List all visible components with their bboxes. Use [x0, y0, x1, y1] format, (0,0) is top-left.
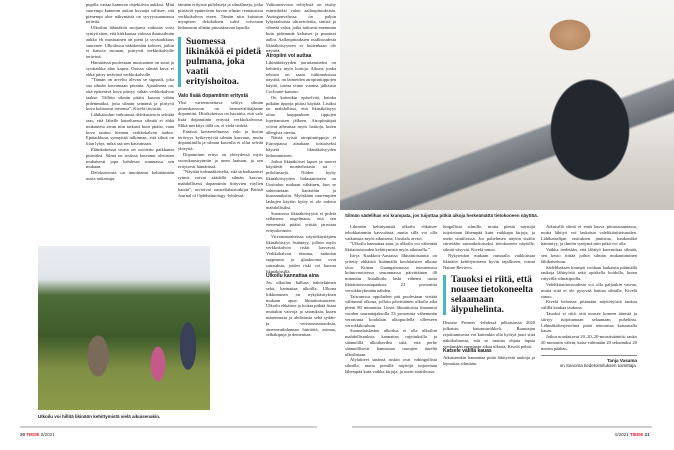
paragraph: Älylaitteet sinänsä tuskin ovat vahingollisia silmille, mutta pienillä näyttöjä tuijotetaan lähempää kuin vaikka kirjoja, ja usein sisätiloissa. — [345, 357, 437, 374]
paragraph: Likinäköisyyden jarruttamiseksi on kehitetty myös hoitoja. Aiksea, jonka tehosta on saatu tutkimuksissa näyttöä, on laimeiden atropiinitippojen käyttö, toteaa viime vuonna julkaistu Cochrane-katsaus. — [266, 59, 336, 94]
paragraph: Likinäön kehittymistä ulkoilu ehkäisee tehokkaimmin kasvuiässä, mutta sillä voi olla vaikutusta myös aikuisena, Uusitalo arvioi. — [345, 224, 437, 241]
photo-caption: Silmän sädelihas voi krampata, jos tuijottaa pitkiä aikoja herkeämättä tietokoneen näyttöä. — [345, 213, 539, 218]
page-folio — [20, 432, 55, 437]
paragraph: Suomalaislasten ulkoilua ei olla ulkoilun mahdollisuuksia kannattaa rajoituksilla ja säännöillä ulkoiltaviksi siitä, että perhe säännöllisesti kannustaa ruutujen ääreltä ulkoilmaan. — [345, 328, 437, 357]
paragraph: ”Tämän on arveltu olevan se signaali, joka saa silmän kasvamaan pituutta. Ajatuksena on, että epäterävä kuva piirtyy vähän verkkokalvon taakse. Tällöin silmän pitäisi kasvaa vähän pidemmäksi, jotta silmän seinämä ja piirtyvä kuva kohtaavat toisensa”, Kivelä tiivistää. — [86, 77, 174, 112]
pull-quote-text: Tauoksi ei riitä, että nousee tietokoneelta selaamaan älypuhelinta. — [451, 275, 534, 316]
footer-rule — [20, 426, 317, 428]
footer-rule — [352, 426, 652, 428]
paragraph: Jos ulkoilun hallusa näköeläimen sekä, kannattaa ulkoilla. Ulkona liikkuminen on nykykäsityksen mukaan apua likitaittoisuuteen. Ulkoilu ehkäisee ja hoitaa pitkää listaa muitakin vaivoja ja sairauksia, kuten masennusta ja ahdistusta sekä sydän- ja verisuonisairauksia, aineenvaihdunnan häiriöitä, astmaa, selkäkipuja ja dementiaa. — [266, 280, 336, 338]
pull-quote-bar — [443, 275, 446, 315]
paragraph: Defokusteoria on innoittanut kehittämään uusia ratkaisuja. — [86, 170, 174, 181]
issue-number: 5/2021 — [40, 432, 55, 437]
subheading: Valo lisää dopamiinin eritystä — [178, 92, 249, 99]
paragraph: Sädelihaksen krampit voidaan laukaista pitämällä taukoja lähityöstä sekä opiskella hoidolla, kuten rittyvillä silmätipoilla. — [541, 264, 637, 282]
paragraph: Valtioneuvosta selityksiä on etsitty esimerkiksi valon aallonpituuksista. Auringonvalossa on paljon lyhytaaltoista ultraviolettia, sinistä ja vihreää valoa, jotka taittuvat enemmän kuin pidemmät keltaiset ja punaiset aallot. Aallonpituuksien osallisuudesta likinäköisyyteen ei kuitenkaan ole näyttöä. — [266, 2, 336, 54]
paragraph: Viivontasaatteissa näyttökäyttäjäen likinäköisyys lisääntyy, jolloin myös verkkokalvon riskit kasvavat. Verkkokalvon irtauma, makulan rappeuma ja glaukooma ovat sairauksia, joiden riski voi kasvaa likinäköisillä. — [266, 233, 336, 274]
paragraph: Jotkut likinäköiset lapset ja nuoret käyttävät monitehoiasia tai -piilolinssejä. Niiden hyöty likinäköisyyden hidastamiseen on Uusitalon mukaan vähäinen, kun se suhteutetaan haittoihin ja kustannuksiin. Myöskään suurempien laskujen käytön hyöty ei ole todettu mahdollisiksi. — [266, 158, 336, 210]
right-page — [337, 0, 674, 450]
paragraph: Yksi varteenotettava selitys silmän pituuskasvuun on hermovälittäjäaine dopamiini. Hiirikokeissa on havaittu, että valo lisää dopamiinin eritystä verkkokalvossa. Mikä merkitys tällä on, ei vielä tiedetä. — [178, 99, 263, 128]
left-column-2 — [178, 2, 263, 198]
right-column-1 — [345, 224, 437, 375]
paragraph: Valelikitaittoisuudesta voi olla paljonkin vaivaa, mutta siitä ei ole pysyvää haittaa silmille, Kivelä sanoo. — [541, 281, 637, 299]
paragraph: Kivelä kehottaa pitämään näyttötyöstä taukoa välillä kaukaa taukona. — [541, 299, 637, 311]
subheading: Ulkoilu kannattaa aina — [266, 273, 319, 280]
paragraph: pupilla vastaa kameran objektiivin aukkoa. Mitä suurempi kameran aukon kuvaaja valitsee, sitä pienempi alue näkymästä on syvyyssuunnassa terävää. — [86, 2, 174, 25]
paragraph: hingollisia silmille, mutta pieniä näyttöjä tuijotetaan lähempää kuin vaikkapa kirjoja, ja usein sisätiloissa. Jos puhelimen näytön sisältö siirretään samankokoiseksi tietokoneen näytölle, silmät väsyvät. Kivelä sanoo. — [443, 224, 535, 253]
paragraph: Jotkut noudattavat 20–20–20-muistisääntöä: tauko 20 minuutin välein, katse vähintään 20 sekunniksi 20 metrin päähän. — [541, 334, 637, 351]
right-column-3 — [541, 224, 637, 368]
author-credit — [541, 355, 637, 369]
author-name: Tanja Vasama — [606, 357, 637, 363]
left-column-1 — [86, 2, 174, 182]
magazine-name: TIEDE — [26, 432, 40, 437]
paragraph: Disease Primers -lehdessä julkaistussa 2020 julkaistu katsausartikkeli. Ruutuajan rajoittamisesta voi kuitenkin olla hyötyä juuri siitä näkökulmasta, että se saattaa ohjata lapsia viettämään enemmän aikaa ulkona, Kivelä pohtii. — [443, 320, 535, 349]
subheading: Katsele välillä kauas — [443, 348, 492, 355]
paragraph: ”Näyttää todennäköiseltä, että sirkadiaaniset rytmit voivat säädellä silmän kasvua, mahdollisesti dopamiinin liittyvien väylien kautta”, arvioivat australialaistutkijat British Journal of Ophthalmology -lehdessä. — [178, 169, 263, 198]
family-walking-photo — [38, 246, 210, 410]
paragraph: ”Ulkoilu kannattaa aina, ja ulkoilu voi vähentää likitaittoisuuden kehittymistä myös aikuisella.” — [345, 241, 437, 253]
author-bio: on Sanoma tiedetoimituksen toimittaja. — [559, 362, 637, 368]
page-folio — [615, 432, 650, 437]
subheading: Atropiini voi auttaa — [266, 53, 312, 60]
paragraph: Näistä syistä atropiinitippoja ei Euroopassa ainakaan toistaiseksi käytetä likinäköisyyden hidastamiseen. — [266, 135, 336, 158]
paragraph: Dopamiinin eritys on yhteydessä myös vuorokausirytmiin ja unen laatuun, ja sen erityisesti hämärässä. — [178, 151, 263, 169]
paragraph: Itä-ja Kaakkois-Aasiassa likitaittoisuutta on yritetty ehkäistä lisäämällä koululaisten ulkona oloa. Kiinan Guangzhouassa toteutetussa kolmivuotisessa seurannassa päivittäinen 40 minuutin lisäulkoilu laski vähensi uusia likitaittoisuustapauksia 23 prosenttia verrokkiryhmään nähden. — [345, 252, 437, 293]
man-at-laptop-photo — [340, 0, 674, 210]
paragraph: Taiwanissa oppilaiden piti puolestaan viettää välitunnit ulkona, jolloin päivittäinen ulkoilu aika piteni 80 minuuttia. Uusia likitaittoisia ilmaantui vuoden seurantajaksolla 53 prosenttia vähemmän verrattuna koululain ulkopuolella olleeseen verrokkikouluun. — [345, 293, 437, 328]
right-column-2 — [443, 224, 535, 367]
paragraph: On kuitenkin epäselvää, kuinka pitkään tippoja pitäisi käyttää. Lisäksi on mahdollista, että likinäköisyys ottaa harppauksen tippojen lopettamisen jälkeen. Atropiinitipat voivat aiheuttaa myös haittoja, kuten allergisia oireita. — [266, 94, 336, 135]
left-column-3 — [266, 2, 336, 338]
page-number: 21 — [644, 432, 650, 437]
issue-number: 5/2021 — [615, 432, 629, 437]
pull-quote — [443, 275, 535, 315]
paragraph: Eläinkokeissa teoria on osoitettu paikkansa pitäväksi. Silmä on testissä kasvanut oletusten mukaisesti jopa kahdessa suunnassa sen mukaan. — [86, 146, 174, 170]
paragraph: Nykyteidon mukaan runsaalla vaikkuistaa likinäön kehittymiseen hyvin tajalliseen, toteaa Nature Reviews. — [443, 252, 535, 270]
pull-quote — [178, 37, 263, 87]
paragraph: Vaikka tiedetään, että lähityö kuormittaa silmää, sen kesto riittää joihin silmän mukautuminen lähikatseluun. — [541, 247, 637, 264]
page-number: 20 — [20, 432, 26, 437]
paragraph: Suomessa likinäköisyyttä ei pidetä sellaisena ongelmana, että sen etenemistä pitäisi yrittää jarruttaa erityiskeinoin. — [266, 210, 336, 234]
paragraph: Aikuisillä silmä ei enää kasva pituussuunnassa, mutta lähityö voi laukaista valelikitaitteisuuden. Lähikatselijan rasituksen jäntistua, kaukonäkö hämärtyy, ja ilmiön syntymä niin pitkä voi olla. — [541, 224, 637, 247]
pull-quote-text: Suomessa likinäköä ei pidetä pulmana, joka vaatii erityishoitoa. — [186, 36, 261, 87]
paragraph: Eräässä koeasetelmassa valo ja kuvan terävyys kytkeytyivät silmän kasvuun, mutta dopamiinilla ja silmän kasvulla ei ollut selvää yhteyttä. — [178, 128, 263, 152]
paragraph: tämään erityisiä piilolaseja ja silmälaseja, jotka piirtävät epäterävän kuvan silmän reunaosissa verkkokalvon eteen. Tämän niin kutsutun myopisen defokuksen tulisi toivotaan hidastavan silmän pituuskasvua lapsilla. — [178, 2, 263, 31]
paragraph: Lähikatsolun vaikutusta defokusteoria selittää taas, että lähelle katseltaessa silmää ei ehkä mukauteta aivan niin tarkasti kuin pitäisi, vaan kuva taittuu hieman verkkokalvon taakse. Epätarkkuus synnyttää tulkinnan, että silmä on liian lyhyt, mikä saa sen kasvamaan. — [86, 112, 174, 147]
magazine-name: TIEDE — [630, 432, 644, 437]
paragraph: Ulkoilun lähinäköä suojaava vaikutus voisi syntyä siten, että kirkkaassa valossa ihmissilmän aukko eli mustuainen on pieni ja syvätarkkuus suurenee. Ulkoilussa näkökentän kohteet, joihin ei katsota suoraan, piirtyvät verkkokalvolle terävinä. — [86, 25, 174, 60]
paragraph: Aikuistenkin kannattaa pitää lähityöstä taukoja ja lepuuttaa silmiään. — [443, 355, 535, 366]
paragraph: Hämärässä puolestaan mustuainen on suuri ja syvätarkka alue kapea. Osassa silmää kuva ei ehkä piirry terävästi verkkokalvolle. — [86, 59, 174, 77]
photo-caption: Ulkoilu voi hillitä likinäön kehittymistä vielä aikuisenakin. — [38, 414, 161, 419]
paragraph: Tauoksi ei riitä, että nousee koneen äärestä ja siirtyy tuijottamaan selaamaan puhelinta. Lähinäköliesjestelmä pitää rentouttaa katsomalla kauas. — [541, 310, 637, 334]
pull-quote-bar — [178, 37, 181, 87]
